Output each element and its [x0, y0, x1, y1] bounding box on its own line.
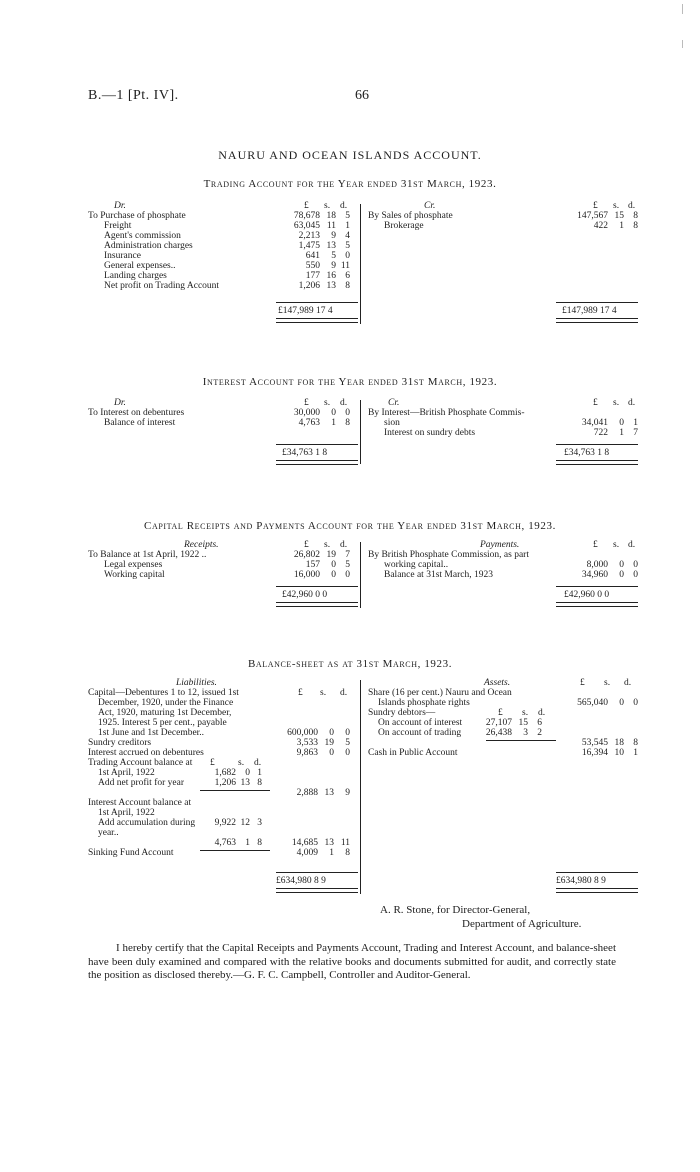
ledger-row	[368, 698, 638, 708]
dr-label: Dr.	[114, 201, 126, 211]
trading-debit-side	[88, 201, 358, 291]
ledger-label: On account of interest	[378, 718, 463, 728]
double-rule	[556, 460, 638, 465]
page-title: NAURU AND OCEAN ISLANDS ACCOUNT.	[218, 148, 482, 162]
rule	[486, 740, 556, 741]
amount-pounds: 1,206	[298, 281, 320, 291]
capital-receipts-side	[88, 540, 358, 580]
amount-shillings: 0	[331, 560, 336, 570]
amount-shillings: 1	[331, 418, 336, 428]
ledger-row	[88, 550, 358, 560]
ledger-row	[368, 550, 638, 560]
inner-amount: 3	[257, 818, 262, 828]
ledger-row	[88, 688, 358, 698]
amount-pence: 5	[345, 560, 350, 570]
amount-pounds: 3,533	[296, 738, 318, 748]
amount-shillings: 1	[329, 848, 334, 858]
ledger-label: Working capital	[104, 570, 165, 580]
ledger-label: Capital—Debentures 1 to 12, issued 1st	[88, 688, 239, 698]
amount-pounds: 157	[305, 560, 320, 570]
ledger-row	[368, 428, 638, 438]
rule	[556, 586, 638, 587]
amount-pounds: 641	[305, 251, 320, 261]
amount-shillings: 0	[329, 728, 334, 738]
amount-pounds: 9,863	[296, 748, 318, 758]
col-pounds: £	[304, 201, 309, 211]
ledger-row	[368, 708, 638, 718]
amount-pounds: 8,000	[586, 560, 608, 570]
ledger-label: Brokerage	[384, 221, 424, 231]
inner-amount: 1	[245, 838, 250, 848]
ledger-label: Cash in Public Account	[368, 748, 458, 758]
double-rule	[276, 318, 358, 323]
col-pence: d.	[624, 678, 632, 688]
ledger-row	[88, 211, 358, 221]
ledger-row	[368, 221, 638, 231]
amount-pence: 0	[633, 698, 638, 708]
ledger-row	[88, 271, 358, 281]
rule	[276, 302, 358, 303]
amount-pounds: 34,960	[581, 570, 608, 580]
ledger-label: Agent's commission	[104, 231, 181, 241]
ledger-label: 1925. Interest 5 per cent., payable	[98, 718, 227, 728]
amount-pence: 7	[345, 550, 350, 560]
ledger-label: To Purchase of phosphate	[88, 211, 186, 221]
inner-amount: 2	[537, 728, 542, 738]
amount-pounds: 147,567	[577, 211, 608, 221]
ledger-label: Trading Account balance at	[88, 758, 193, 768]
amount-pence: 0	[345, 251, 350, 261]
interest-debit-side	[88, 398, 358, 428]
ledger-label: Balance of interest	[104, 418, 176, 428]
ledger-label: Landing charges	[104, 271, 167, 281]
amount-shillings: 0	[331, 408, 336, 418]
amount-pounds: 550	[305, 261, 320, 271]
col-shillings: s.	[324, 398, 331, 408]
ledger-row	[88, 408, 358, 418]
rule	[200, 790, 270, 791]
amount-pounds: 53,545	[581, 738, 608, 748]
amount-pence: 8	[633, 738, 638, 748]
ledger-row	[88, 748, 358, 758]
ledger-label: General expenses..	[104, 261, 176, 271]
amount-pounds: 14,685	[291, 838, 318, 848]
ledger-row	[88, 241, 358, 251]
amount-shillings: 13	[326, 281, 336, 291]
ledger-label: Share (16 per cent.) Nauru and Ocean	[368, 688, 512, 698]
amount-shillings: 10	[614, 748, 624, 758]
double-rule	[276, 888, 358, 893]
amount-shillings: 9	[331, 261, 336, 271]
amount-pence: 1	[633, 418, 638, 428]
amount-shillings: 1	[619, 221, 624, 231]
ledger-row	[88, 231, 358, 241]
inner-col-shillings: s.	[522, 708, 529, 718]
column-divider	[360, 542, 361, 608]
col-pence: d.	[628, 201, 636, 211]
ledger-label: Interest accrued on debentures	[88, 748, 204, 758]
amount-pounds: 4,763	[298, 418, 320, 428]
ledger-label: 1st April, 1922	[98, 768, 155, 778]
amount-shillings: 13	[326, 241, 336, 251]
col-pounds: £	[580, 678, 585, 688]
col-pounds: £	[304, 398, 309, 408]
amount-pence: 6	[345, 271, 350, 281]
rule	[556, 302, 638, 303]
ledger-label: year..	[98, 828, 119, 838]
rule	[556, 444, 638, 445]
amount-shillings: 13	[324, 838, 334, 848]
ledger-row	[88, 758, 358, 768]
inner-amount: 4,763	[214, 838, 236, 848]
amount-pence: 0	[345, 408, 350, 418]
amount-pence: 0	[345, 748, 350, 758]
ledger-label: Add accumulation during	[98, 818, 196, 828]
capital-total-right: £42,960 0 0	[564, 590, 610, 600]
col-pounds: £	[593, 540, 598, 550]
col-shillings: s.	[324, 540, 331, 550]
rule	[276, 444, 358, 445]
interest-heading: Interest Account for the Year ended 31st March, 1923.	[202, 376, 498, 388]
dr-label: Dr.	[114, 398, 126, 408]
inner-amount: 26,438	[485, 728, 512, 738]
ledger-row	[88, 708, 358, 718]
inner-col-shillings: s.	[238, 758, 245, 768]
rule	[556, 872, 638, 873]
amount-pence: 8	[345, 281, 350, 291]
amount-pounds: 722	[593, 428, 608, 438]
interest-credit-side	[368, 398, 638, 438]
report-reference: B.—1 [Pt. IV].	[88, 88, 179, 103]
ledger-row	[368, 570, 638, 580]
amount-shillings: 18	[614, 738, 624, 748]
ledger-label: By Interest—British Phosphate Commis-	[368, 408, 525, 418]
assets-label: Assets.	[484, 678, 511, 688]
amount-pounds: 30,000	[293, 408, 320, 418]
ledger-row	[368, 408, 638, 418]
ledger-row	[88, 718, 358, 728]
ledger-label: By British Phosphate Commission, as part	[368, 550, 529, 560]
capital-payments-side	[368, 540, 638, 580]
cr-label: Cr.	[424, 201, 436, 211]
amount-shillings: 15	[614, 211, 624, 221]
amount-pence: 5	[345, 738, 350, 748]
ledger-row	[88, 418, 358, 428]
col-pence: d.	[340, 540, 348, 550]
ledger-row	[88, 828, 358, 838]
ledger-label: December, 1920, under the Finance	[98, 698, 234, 708]
trading-credit-side	[368, 201, 638, 231]
amount-pounds: 63,045	[293, 221, 320, 231]
col-pence: d.	[340, 201, 348, 211]
col-shillings: s.	[324, 201, 331, 211]
margin-mark	[682, 4, 683, 14]
amount-pence: 9	[345, 788, 350, 798]
amount-pounds: 4,009	[296, 848, 318, 858]
amount-pence: 1	[633, 748, 638, 758]
inner-col-pounds: £	[210, 758, 215, 768]
amount-pence: 0	[345, 570, 350, 580]
col-pence: d.	[628, 398, 636, 408]
amount-shillings: 1	[619, 428, 624, 438]
balance-total-right: £634,980 8 9	[556, 876, 606, 886]
ledger-row	[88, 261, 358, 271]
amount-shillings: 0	[619, 560, 624, 570]
inner-amount: 1,682	[214, 768, 236, 778]
amount-pounds: 2,213	[298, 231, 320, 241]
inner-amount: 13	[240, 778, 250, 788]
amount-pence: 11	[340, 838, 350, 848]
inner-amount: 9,922	[214, 818, 236, 828]
ledger-label: To Balance at 1st April, 1922 ..	[88, 550, 207, 560]
col-shillings: s.	[604, 678, 611, 688]
amount-pounds: 2,888	[296, 788, 318, 798]
inner-amount: 0	[245, 768, 250, 778]
inner-amount: 1,206	[214, 778, 236, 788]
amount-pence: 1	[345, 221, 350, 231]
amount-pounds: 177	[305, 271, 320, 281]
amount-pounds: 26,802	[293, 550, 320, 560]
amount-pence: 8	[633, 211, 638, 221]
col-shillings: s.	[613, 201, 620, 211]
trading-heading: Trading Account for the Year ended 31st March, 1923.	[203, 178, 497, 190]
amount-shillings: 0	[619, 698, 624, 708]
col-shillings: s.	[613, 540, 620, 550]
ledger-label: By Sales of phosphate	[368, 211, 453, 221]
inner-amount: 1	[257, 768, 262, 778]
ledger-label: Sinking Fund Account	[88, 848, 174, 858]
payments-label: Payments.	[480, 540, 520, 550]
amount-pence: 0	[633, 570, 638, 580]
ledger-row	[88, 251, 358, 261]
amount-pence: 11	[340, 261, 350, 271]
amount-pounds: 34,041	[581, 418, 608, 428]
inner-amount: 27,107	[485, 718, 512, 728]
signature-line-2: Department of Agriculture.	[462, 918, 582, 930]
amount-shillings: 19	[324, 738, 334, 748]
amount-pence: 5	[345, 241, 350, 251]
amount-pounds: 16,000	[293, 570, 320, 580]
ledger-label: 1st June and 1st December..	[98, 728, 205, 738]
inner-amount: 3	[523, 728, 528, 738]
trading-total-right: £147,989 17 4	[562, 306, 617, 316]
inner-amount: 15	[518, 718, 528, 728]
audit-certificate: I hereby certify that the Capital Receipts and Payments Account, Trading and Interest Account, and balance-sheet have been duly examined and compared with the relative books and documents submitted for audit, and correctly state the position as disclosed thereby.—G. F. C. Campbell, Controller and Auditor-General.	[88, 942, 616, 981]
trading-total-left: £147,989 17 4	[278, 306, 333, 316]
ledger-row	[368, 688, 638, 698]
ledger-label: Net profit on Trading Account	[104, 281, 220, 291]
amount-shillings: 0	[331, 570, 336, 580]
rule	[276, 586, 358, 587]
balance-total-left: £634,980 8 9	[276, 876, 326, 886]
column-divider	[360, 400, 361, 464]
receipts-label: Receipts.	[184, 540, 219, 550]
ledger-label: working capital..	[384, 560, 449, 570]
col-pence: d.	[340, 688, 348, 698]
amount-shillings: 0	[619, 418, 624, 428]
ledger-row	[368, 211, 638, 221]
double-rule	[556, 888, 638, 893]
amount-shillings: 11	[326, 221, 336, 231]
ledger-label: sion	[384, 418, 400, 428]
col-pence: d.	[628, 540, 636, 550]
double-rule	[276, 602, 358, 607]
signature-line-1: A. R. Stone, for Director-General,	[380, 904, 531, 916]
double-rule	[276, 460, 358, 465]
inner-amount: 8	[257, 838, 262, 848]
amount-pence: 8	[345, 848, 350, 858]
amount-pounds: 422	[593, 221, 608, 231]
ledger-label: Islands phosphate rights	[378, 698, 470, 708]
inner-col-pence: d.	[254, 758, 262, 768]
ledger-row	[368, 418, 638, 428]
col-pounds: £	[593, 398, 598, 408]
ledger-row	[88, 570, 358, 580]
amount-pounds: 78,678	[293, 211, 320, 221]
column-divider	[360, 204, 361, 324]
rule	[276, 872, 358, 873]
ledger-row	[88, 728, 358, 738]
ledger-label: Insurance	[104, 251, 141, 261]
double-rule	[556, 318, 638, 323]
ledger-row	[368, 748, 638, 758]
col-shillings: s.	[613, 398, 620, 408]
amount-pence: 4	[345, 231, 350, 241]
ledger-label: Interest Account balance at	[88, 798, 192, 808]
amount-pounds: 600,000	[287, 728, 318, 738]
amount-shillings: 19	[326, 550, 336, 560]
inner-col-pounds: £	[498, 708, 503, 718]
interest-total-right: £34,763 1 8	[564, 448, 610, 458]
rule	[200, 850, 270, 851]
inner-amount: 6	[537, 718, 542, 728]
col-pence: d.	[340, 398, 348, 408]
amount-pence: 8	[345, 418, 350, 428]
ledger-label: Administration charges	[104, 241, 193, 251]
capital-total-left: £42,960 0 0	[282, 590, 328, 600]
margin-mark	[682, 40, 683, 48]
ledger-label: Interest on sundry debts	[384, 428, 476, 438]
amount-pence: 5	[345, 211, 350, 221]
ledger-label: Act, 1920, maturing 1st December,	[98, 708, 232, 718]
amount-shillings: 16	[326, 271, 336, 281]
interest-total-left: £34,763 1 8	[282, 448, 328, 458]
amount-shillings: 13	[324, 788, 334, 798]
inner-amount: 12	[240, 818, 250, 828]
amount-shillings: 0	[329, 748, 334, 758]
liabilities-label: Liabilities.	[176, 678, 217, 688]
amount-pence: 0	[345, 728, 350, 738]
ledger-row	[88, 808, 358, 818]
cr-label: Cr.	[388, 398, 400, 408]
ledger-label: Freight	[104, 221, 132, 231]
amount-shillings: 9	[331, 231, 336, 241]
col-shillings: s.	[320, 688, 327, 698]
amount-pence: 8	[633, 221, 638, 231]
ledger-row	[88, 698, 358, 708]
page-number: 66	[355, 88, 369, 103]
ledger-label: 1st April, 1922	[98, 808, 155, 818]
amount-pence: 0	[633, 560, 638, 570]
ledger-row	[88, 738, 358, 748]
inner-amount: 8	[257, 778, 262, 788]
double-rule	[556, 602, 638, 607]
ledger-label: On account of trading	[378, 728, 462, 738]
amount-pounds: 1,475	[298, 241, 320, 251]
ledger-row	[88, 221, 358, 231]
amount-shillings: 18	[326, 211, 336, 221]
ledger-row	[88, 281, 358, 291]
amount-pounds: 565,040	[577, 698, 608, 708]
col-pounds: £	[304, 540, 309, 550]
ledger-label: Sundry debtors—	[368, 708, 436, 718]
ledger-row	[88, 560, 358, 570]
ledger-row	[368, 560, 638, 570]
amount-shillings: 0	[619, 570, 624, 580]
capital-heading: Capital Receipts and Payments Account for the Year ended 31st March, 1923.	[144, 520, 556, 532]
column-divider	[360, 680, 361, 894]
ledger-row	[88, 798, 358, 808]
ledger-label: Sundry creditors	[88, 738, 152, 748]
amount-pence: 7	[633, 428, 638, 438]
ledger-label: Add net profit for year	[98, 778, 184, 788]
amount-pounds: 16,394	[581, 748, 608, 758]
ledger-label: Balance at 31st March, 1923	[384, 570, 493, 580]
ledger-label: To Interest on debentures	[88, 408, 185, 418]
inner-col-pence: d.	[538, 708, 546, 718]
col-pounds: £	[593, 201, 598, 211]
balance-heading: Balance-sheet as at 31st March, 1923.	[247, 658, 453, 670]
amount-shillings: 5	[331, 251, 336, 261]
ledger-label: Legal expenses	[104, 560, 163, 570]
col-pounds: £	[298, 688, 303, 698]
